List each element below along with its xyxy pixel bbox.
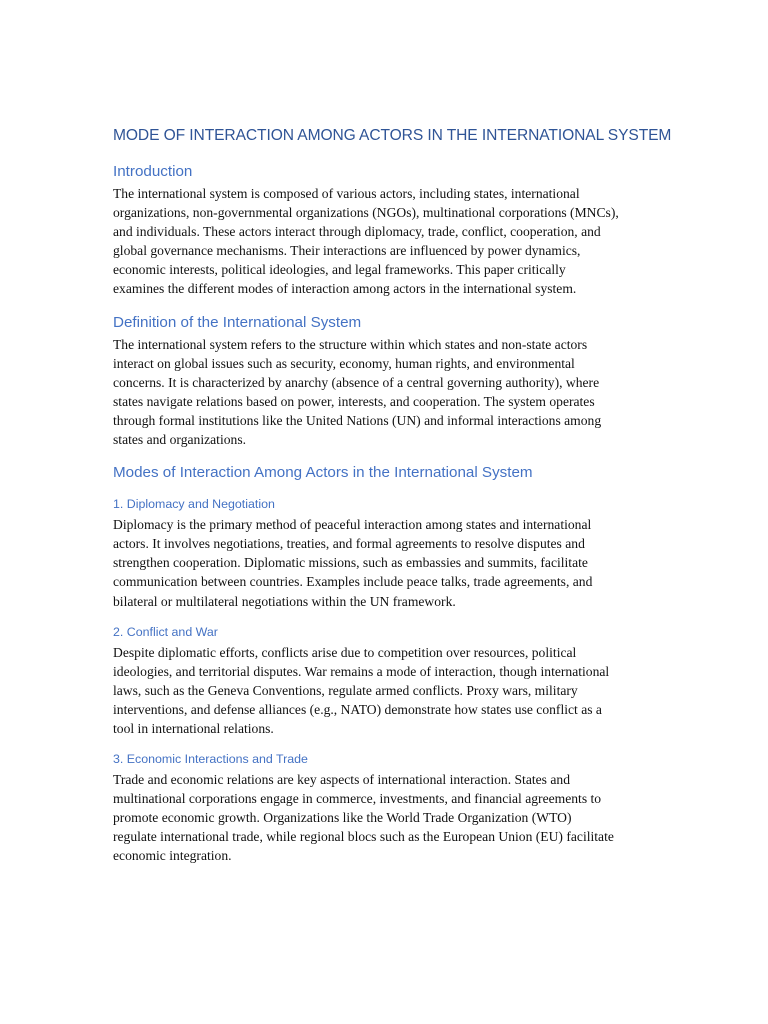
paragraph-line: ideologies, and territorial disputes. War remains a mode of interaction, though international [113,663,610,679]
paragraph-line: Despite diplomatic efforts, conflicts arise due to competition over resources, political [113,644,577,660]
paragraph-line: laws, such as the Geneva Conventions, regulate armed conflicts. Proxy wars, military [113,682,578,698]
paragraph-line: Trade and economic relations are key aspects of international interaction. States and [113,772,570,788]
paragraph-line: through formal institutions like the United Nations (UN) and informal interactions among [113,412,602,428]
paragraph-line: The international system refers to the structure within which states and non-state actors [113,336,588,352]
paragraph-line: bilateral or multilateral negotiations within the UN framework. [113,593,456,609]
spacer [113,611,661,624]
paragraph-line: organizations, non-governmental organizations (NGOs), multinational corporations (MNCs), [113,205,619,221]
paragraph-line: regulate international trade, while regional blocs such as the European Union (EU) facilitate [113,829,614,845]
diplomacy-paragraph [113,515,661,610]
spacer [113,738,661,751]
paragraph-line: concerns. It is characterized by anarchy (absence of a central governing authority), where [113,374,600,390]
subsection-heading-conflict: 2. Conflict and War [113,624,218,639]
paragraph-line: promote economic growth. Organizations like the World Trade Organization (WTO) [113,810,572,826]
section-heading-introduction: Introduction [113,163,193,180]
paragraph-line: tool in international relations. [113,720,274,736]
paragraph-line: Diplomacy is the primary method of peaceful interaction among states and international [113,517,592,533]
introduction-paragraph [113,184,661,299]
document-page [113,125,672,866]
paragraph-line: states and organizations. [113,432,247,448]
conflict-paragraph [113,643,661,738]
section-heading-modes: Modes of Interaction Among Actors in the International System [113,464,533,482]
spacer [113,299,661,313]
paragraph-line: strengthen cooperation. Diplomatic missions, such as embassies and summits, facilitate [113,555,588,571]
paragraph-line: states navigate relations based on power, interests, and cooperation. The system operates [113,393,595,409]
paragraph-line: global governance mechanisms. Their interactions are influenced by power dynamics, [113,243,581,259]
paragraph-line: communication between countries. Examples include peace talks, trade agreements, and [113,574,593,590]
paragraph-line: interventions, and defense alliances (e.g., NATO) demonstrate how states use conflict as a [113,701,602,717]
paragraph-line: interact on global issues such as security, economy, human rights, and environmental [113,355,575,371]
document-title: MODE OF INTERACTION AMONG ACTORS IN THE INTERNATIONAL SYSTEM [113,127,672,144]
paragraph-line: multinational corporations engage in commerce, investments, and financial agreements to [113,791,602,807]
paragraph-line: actors. It involves negotiations, treaties, and formal agreements to resolve disputes and [113,536,585,552]
paragraph-line: economic integration. [113,848,232,864]
paragraph-line: examines the different modes of interaction among actors in the international system. [113,281,577,297]
definition-paragraph [113,335,661,450]
subsection-heading-economic: 3. Economic Interactions and Trade [113,752,308,767]
paragraph-line: and individuals. These actors interact through diplomacy, trade, conflict, cooperation, and [113,224,601,240]
section-heading-definition: Definition of the International System [113,313,362,331]
spacer [113,449,661,463]
subsection-heading-diplomacy: 1. Diplomacy and Negotiation [113,497,275,512]
paragraph-line: The international system is composed of various actors, including states, international [113,186,580,201]
economic-paragraph [113,770,661,865]
paragraph-line: economic interests, political ideologies, and legal frameworks. This paper critically [113,262,566,278]
